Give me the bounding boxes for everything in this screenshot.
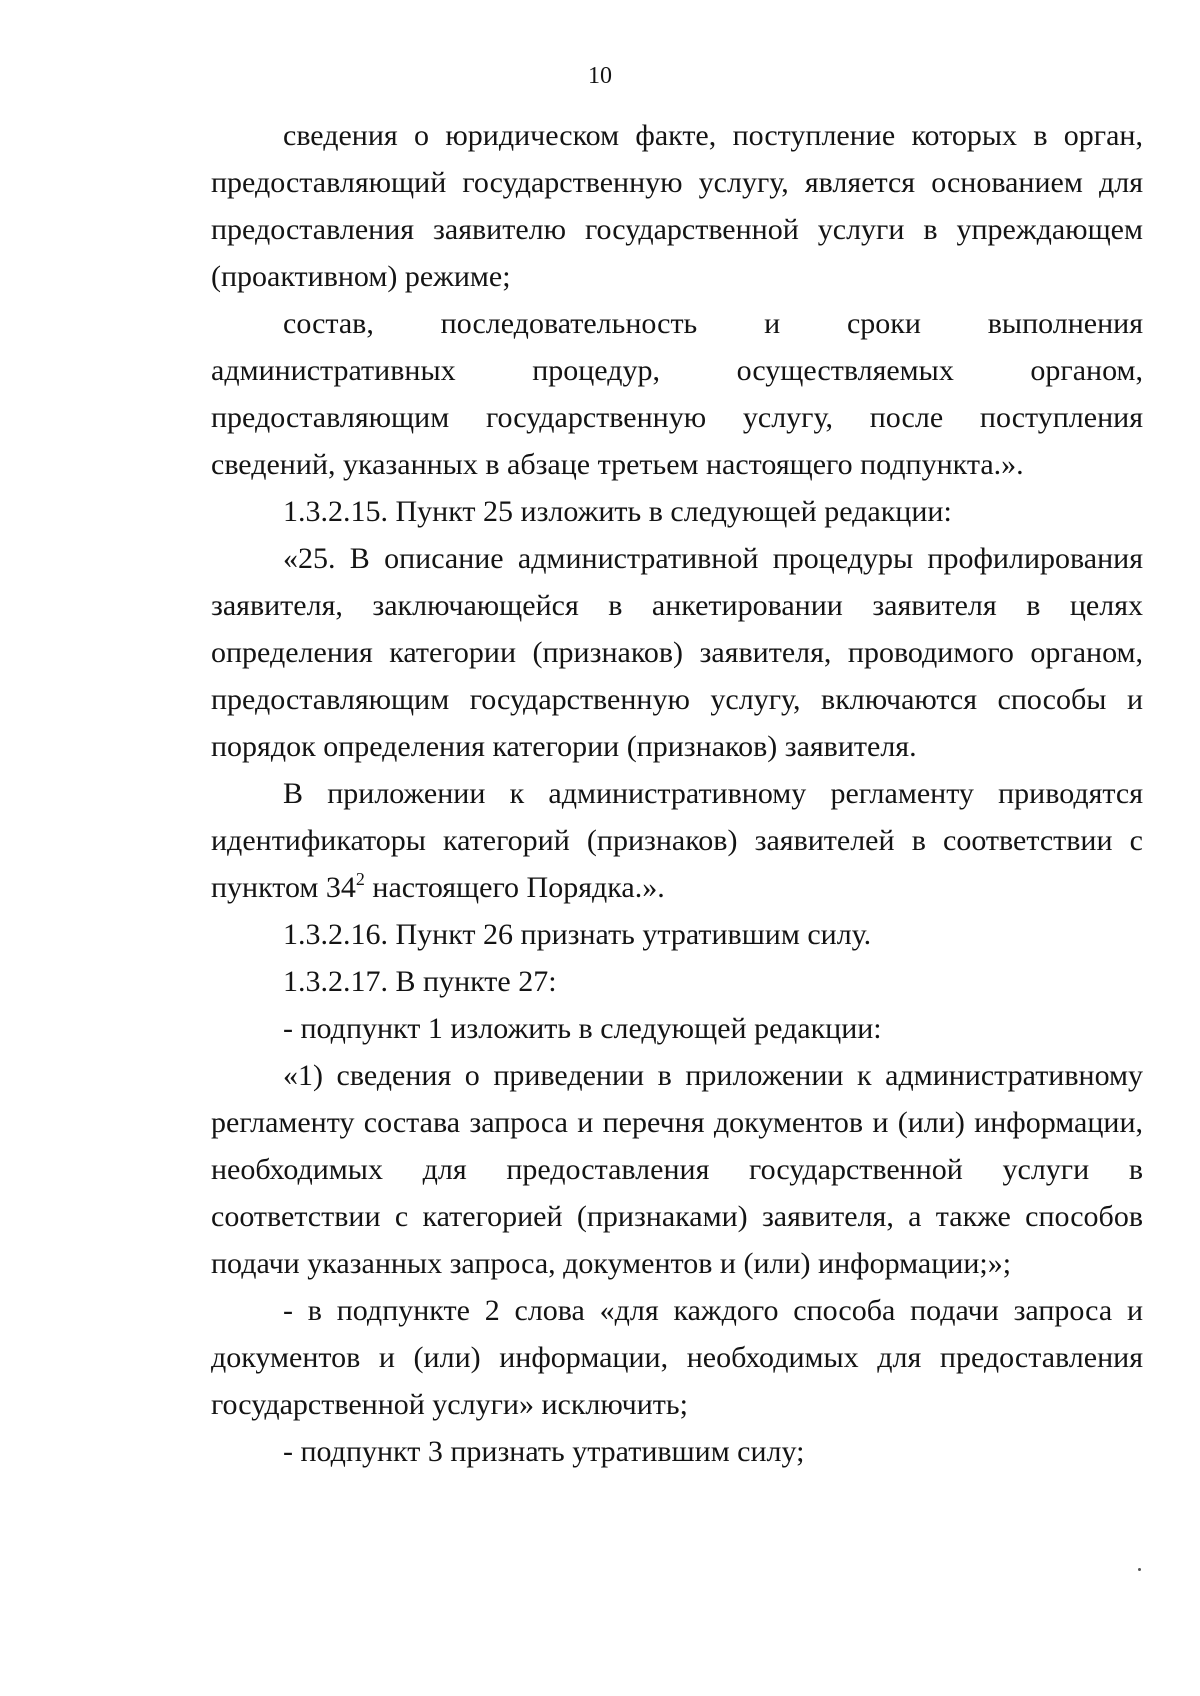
scan-speck [1138,1568,1141,1571]
paragraph-point-25: «25. В описание административной процедуры профилирования заявителя, заключающейся в анкетировании заявителя в целях определения категории (признаков) заявителя, проводимого органом, предоставляющим государственную услугу, включаются способы и порядок определения категории (признаков) заявителя. [211,542,1143,763]
paragraph-item-1-3-2-17: 1.3.2.17. В пункте 27: [283,965,557,998]
document-body [211,112,1143,1475]
page-number: 10 [588,63,612,89]
paragraph-subpoint-1-text: «1) сведения о приведении в приложении к административному регламенту состава запроса и перечня документов и (или) информации, необходимых для предоставления государственной услуги в соответствии с категорией (признаками) заявителя, а также способов подачи указанных запроса, документов и (или) информации;»; [211,1059,1143,1280]
paragraph-item-1-3-2-16: 1.3.2.16. Пункт 26 признать утратившим силу. [283,918,872,951]
paragraph-legal-fact: сведения о юридическом факте, поступление которых в орган, предоставляющий государственную услугу, является основанием для предоставления заявителю государственной услуги в упреждающем (проактивном) режиме; [211,119,1143,293]
annex-text-after: настоящего Порядка.». [364,871,665,904]
paragraph-subpoint-3: - подпункт 3 признать утратившим силу; [283,1435,805,1468]
annex-superscript: 2 [355,869,365,889]
paragraph-procedures-composition: состав, последовательность и сроки выполнения административных процедур, осуществляемых органом, предоставляющим государственную услугу, после поступления сведений, указанных в абзаце третьем настоящего подпункта.». [211,307,1143,481]
paragraph-subpoint-1-intro: - подпункт 1 изложить в следующей редакции: [283,1012,882,1045]
paragraph-subpoint-2: - в подпункте 2 слова «для каждого способа подачи запроса и документов и (или) информации, необходимых для предоставления государственной услуги» исключить; [211,1294,1143,1421]
annex-text-before: В приложении к административному регламенту приводятся идентификаторы категорий (признаков) заявителей в соответствии с пунктом 34 [211,777,1143,904]
paragraph-annex-identifiers [211,770,1143,911]
paragraph-item-1-3-2-15: 1.3.2.15. Пункт 25 изложить в следующей редакции: [283,495,952,528]
